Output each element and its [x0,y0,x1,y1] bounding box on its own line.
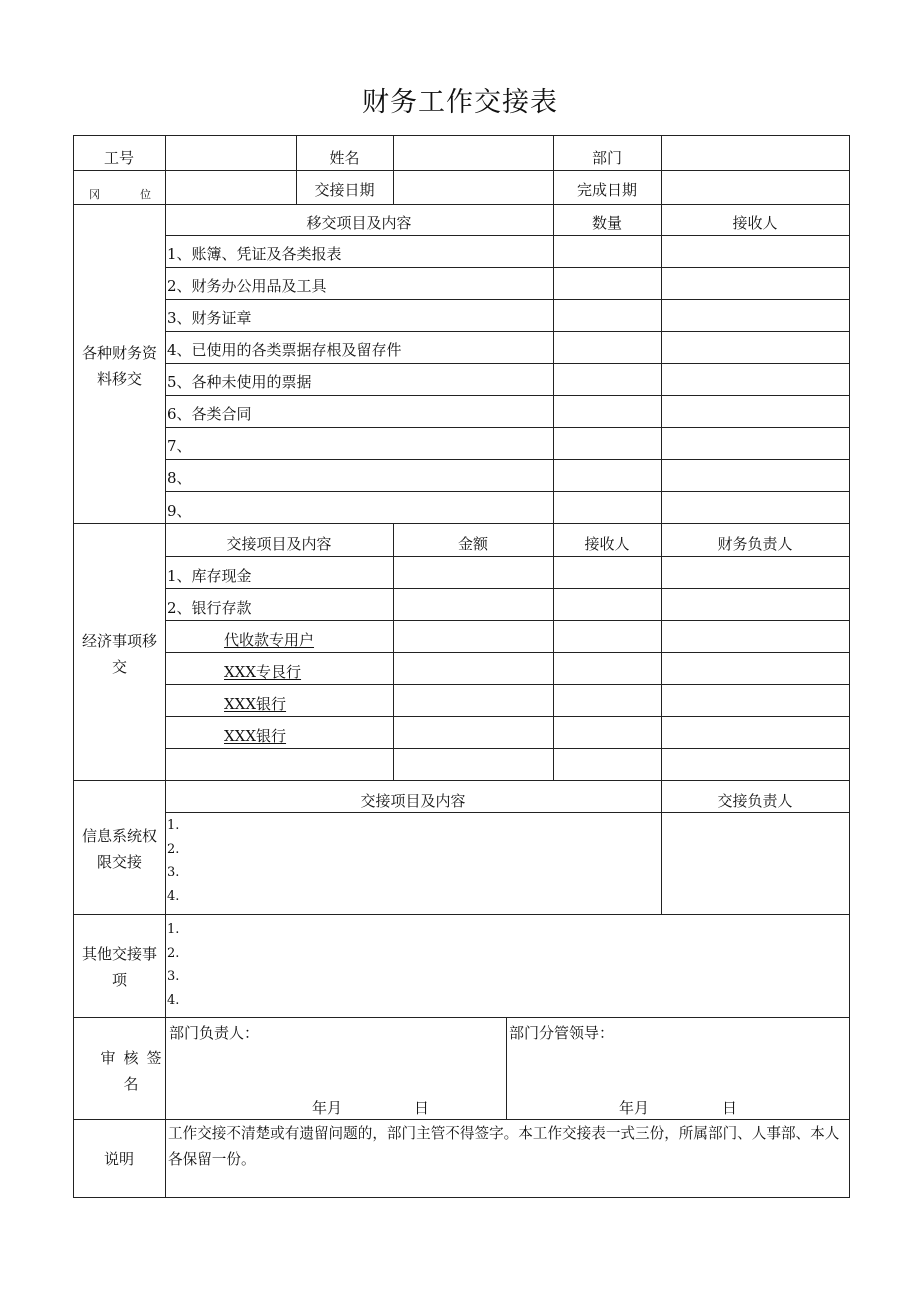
date-year-month: 年月 [312,1099,343,1117]
finance-col-receiver: 接收人 [732,214,778,232]
date-year-month: 年月 [619,1099,650,1117]
dept-head-label: 部门负责人： [169,1024,260,1042]
sub-item: XXX银行 [224,727,287,745]
note-text: 工作交接不清楚或有遗留问题的，部门主管不得签字。本工作交接表一式三份，所属部门、人事部、本人各保留一份。 [168,1125,840,1168]
emp-no-label: 工号 [103,149,134,167]
list-item: 7、 [167,437,192,455]
other-line: 4. [167,992,180,1008]
list-item: 2、银行存款 [167,599,252,617]
date-day: 日 [722,1099,738,1117]
finance-col-qty: 数量 [591,214,622,232]
complete-date-label: 完成日期 [576,181,637,199]
info-col-item: 交接项目及内容 [360,792,466,810]
handover-date-label: 交接日期 [314,181,375,199]
list-item: 1、库存现金 [167,567,252,585]
info-section-label: 信息系统权限交接 [81,827,157,871]
post-label-2: 位 [140,188,151,201]
info-line: 4. [167,888,180,904]
economic-col-receiver: 接收人 [584,535,630,553]
info-line: 3. [167,865,180,880]
dept-field[interactable] [662,136,849,170]
economic-col-item: 交接项目及内容 [226,535,332,553]
page-title: 财务工作交接表 [362,87,558,118]
economic-col-finance-head: 财务负责人 [717,535,793,553]
list-item: 8、 [167,469,192,487]
list-item: 2、财务办公用品及工具 [167,277,327,295]
complete-date-field[interactable] [662,171,849,204]
review-section-label: 审核签名 [100,1049,170,1093]
handover-date-field[interactable] [394,171,553,204]
list-item: 6、各类合同 [167,405,252,423]
other-section-label: 其他交接事项 [81,945,157,989]
finance-col-item: 移交项目及内容 [306,214,412,232]
other-line: 2. [167,945,180,961]
post-field[interactable] [166,171,296,204]
dept-leader-label: 部门分管领导： [509,1024,615,1042]
list-item: 1、账簿、凭证及各类报表 [167,245,342,263]
info-line: 2. [167,841,180,857]
other-line: 3. [167,969,180,984]
sub-item: XXX专艮行 [224,663,302,681]
finance-section-label: 各种财务资料移交 [81,344,157,388]
other-line: 1. [167,922,180,937]
sub-item: 代收款专用户 [224,631,315,649]
list-item: 5、各种未使用的票据 [167,373,312,391]
date-day: 日 [414,1099,430,1117]
note-label: 说明 [103,1150,134,1168]
post-label-1: 冈 [89,188,100,201]
dept-label: 部门 [591,149,622,167]
list-item: 4、已使用的各类票据存根及留存件 [167,341,402,359]
sub-item: XXX银行 [224,695,287,713]
list-item: 3、财务证章 [167,309,252,327]
info-line: 1. [167,818,180,833]
economic-section-label: 经济事项移交 [81,632,157,676]
emp-no-field[interactable] [166,136,296,170]
list-item: 9、 [167,502,192,520]
info-col-person: 交接负责人 [717,792,793,810]
economic-col-amount: 金额 [457,535,488,553]
name-field[interactable] [394,136,553,170]
name-label: 姓名 [329,149,360,167]
